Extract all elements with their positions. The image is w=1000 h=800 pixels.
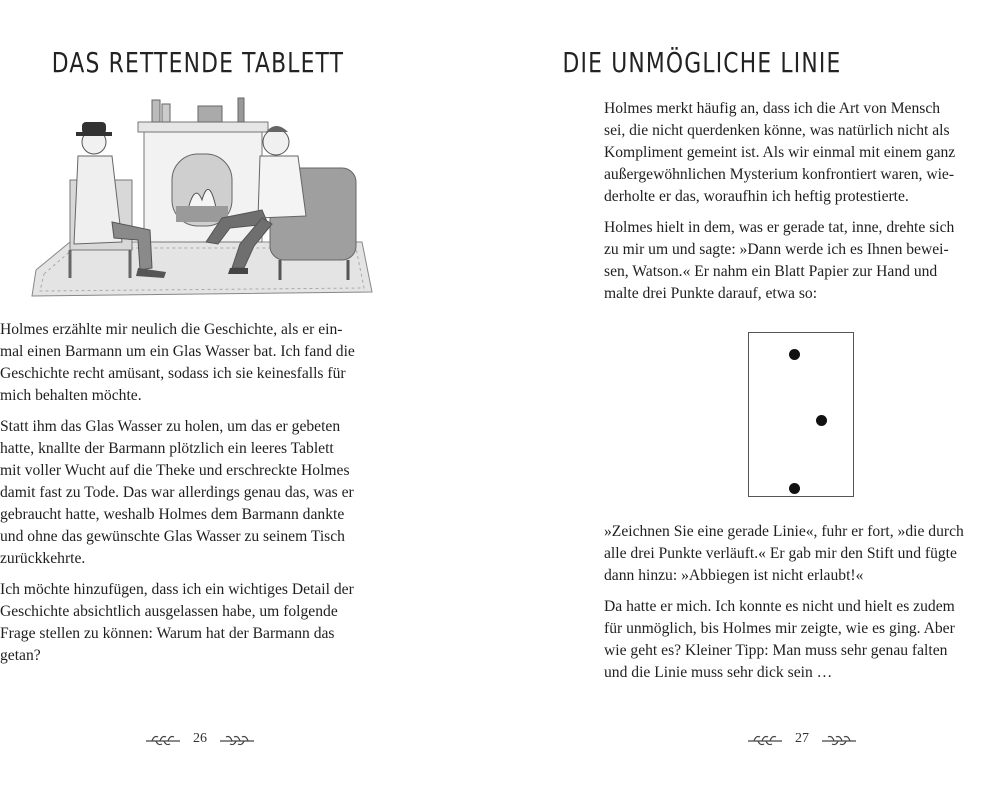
right-page [562, 0, 1000, 800]
text-line: hatte, knallte der Barmann plötzlich ein leeres Tablett [0, 440, 334, 457]
text-line: Frage stellen zu können: Warum hat der Barmann das [0, 625, 335, 642]
left-page-body [0, 319, 400, 676]
text-line: Geschichte absichtlich ausgelassen habe, um folgende [0, 603, 338, 620]
text-line: »Zeichnen Sie eine gerade Linie«, fuhr er fort, »die durch [604, 523, 964, 540]
text-line: mit voller Wucht auf die Theke und erschreckte Holmes [0, 462, 350, 479]
paragraph [0, 579, 400, 667]
right-page-body-bottom [604, 521, 1000, 693]
paragraph [604, 596, 1000, 684]
text-line: zu mir um und sagte: »Dann werde ich es Ihnen bewei- [604, 241, 949, 258]
text-line: mich behalten möchte. [0, 387, 142, 404]
laurel-sprig-icon [820, 734, 858, 746]
text-line: und die Linie muss sehr dick sein … [604, 664, 833, 681]
text-line: außergewöhnlichen Mysterium konfrontiert waren, wie- [604, 166, 955, 183]
text-line: gebraucht hatte, weshalb Holmes dem Barmann dankte [0, 506, 345, 523]
text-line: getan? [0, 647, 41, 664]
paragraph [0, 416, 400, 570]
page-number-footer [140, 730, 260, 750]
text-line: Holmes merkt häufig an, dass ich die Art von Mensch [604, 100, 941, 117]
text-line: Kompliment gemeint ist. Als wir einmal mit einem ganz [604, 144, 956, 161]
text-line: derholte er das, woraufhin ich heftig protestierte. [604, 188, 909, 205]
three-dots-figure [748, 332, 854, 497]
text-line: Geschichte recht amüsant, sodass ich sie keinesfalls für [0, 365, 346, 382]
page-number: 27 [795, 731, 809, 746]
page-number-footer [742, 730, 862, 750]
paragraph [0, 319, 400, 407]
dot [789, 349, 800, 360]
text-line: sen, Watson.« Er nahm ein Blatt Papier zur Hand und [604, 263, 938, 280]
dot [789, 483, 800, 494]
text-line: Holmes erzählte mir neulich die Geschichte, als er ein- [0, 321, 343, 338]
left-page [0, 0, 400, 800]
paragraph [604, 217, 1000, 305]
right-page-title: DIE UNMÖGLICHE LINIE [562, 46, 842, 79]
page-number: 26 [193, 731, 207, 746]
text-line: malte drei Punkte darauf, etwa so: [604, 285, 818, 302]
dot [816, 415, 827, 426]
paragraph [604, 98, 1000, 208]
text-line: Holmes hielt in dem, was er gerade tat, inne, drehte sich [604, 219, 955, 236]
text-line: mal einen Barmann um ein Glas Wasser bat. Ich fand die [0, 343, 355, 360]
paragraph [604, 521, 1000, 587]
fireplace-scene-icon [26, 92, 376, 302]
left-page-title: DAS RETTENDE TABLETT [51, 46, 345, 79]
text-line: alle drei Punkte verläuft.« Er gab mir den Stift und fügte [604, 545, 957, 562]
text-line: sei, die nicht querdenken könne, was natürlich nicht als [604, 122, 950, 139]
text-line: damit fast zu Tode. Das war allerdings genau das, was er [0, 484, 354, 501]
text-line: wie geht es? Kleiner Tipp: Man muss sehr genau falten [604, 642, 948, 659]
laurel-sprig-icon [218, 734, 256, 746]
text-line: zurückkehrte. [0, 550, 86, 567]
text-line: und ohne das gewünschte Glas Wasser zu seinem Tisch [0, 528, 345, 545]
text-line: für unmöglich, bis Holmes mir zeigte, wie es ging. Aber [604, 620, 955, 637]
text-line: Da hatte er mich. Ich konnte es nicht und hielt es zudem [604, 598, 955, 615]
right-page-body-top [604, 98, 1000, 314]
text-line: dann hinzu: »Abbiegen ist nicht erlaubt!« [604, 567, 864, 584]
text-line: Statt ihm das Glas Wasser zu holen, um das er gebeten [0, 418, 341, 435]
text-line: Ich möchte hinzufügen, dass ich ein wichtiges Detail der [0, 581, 354, 598]
